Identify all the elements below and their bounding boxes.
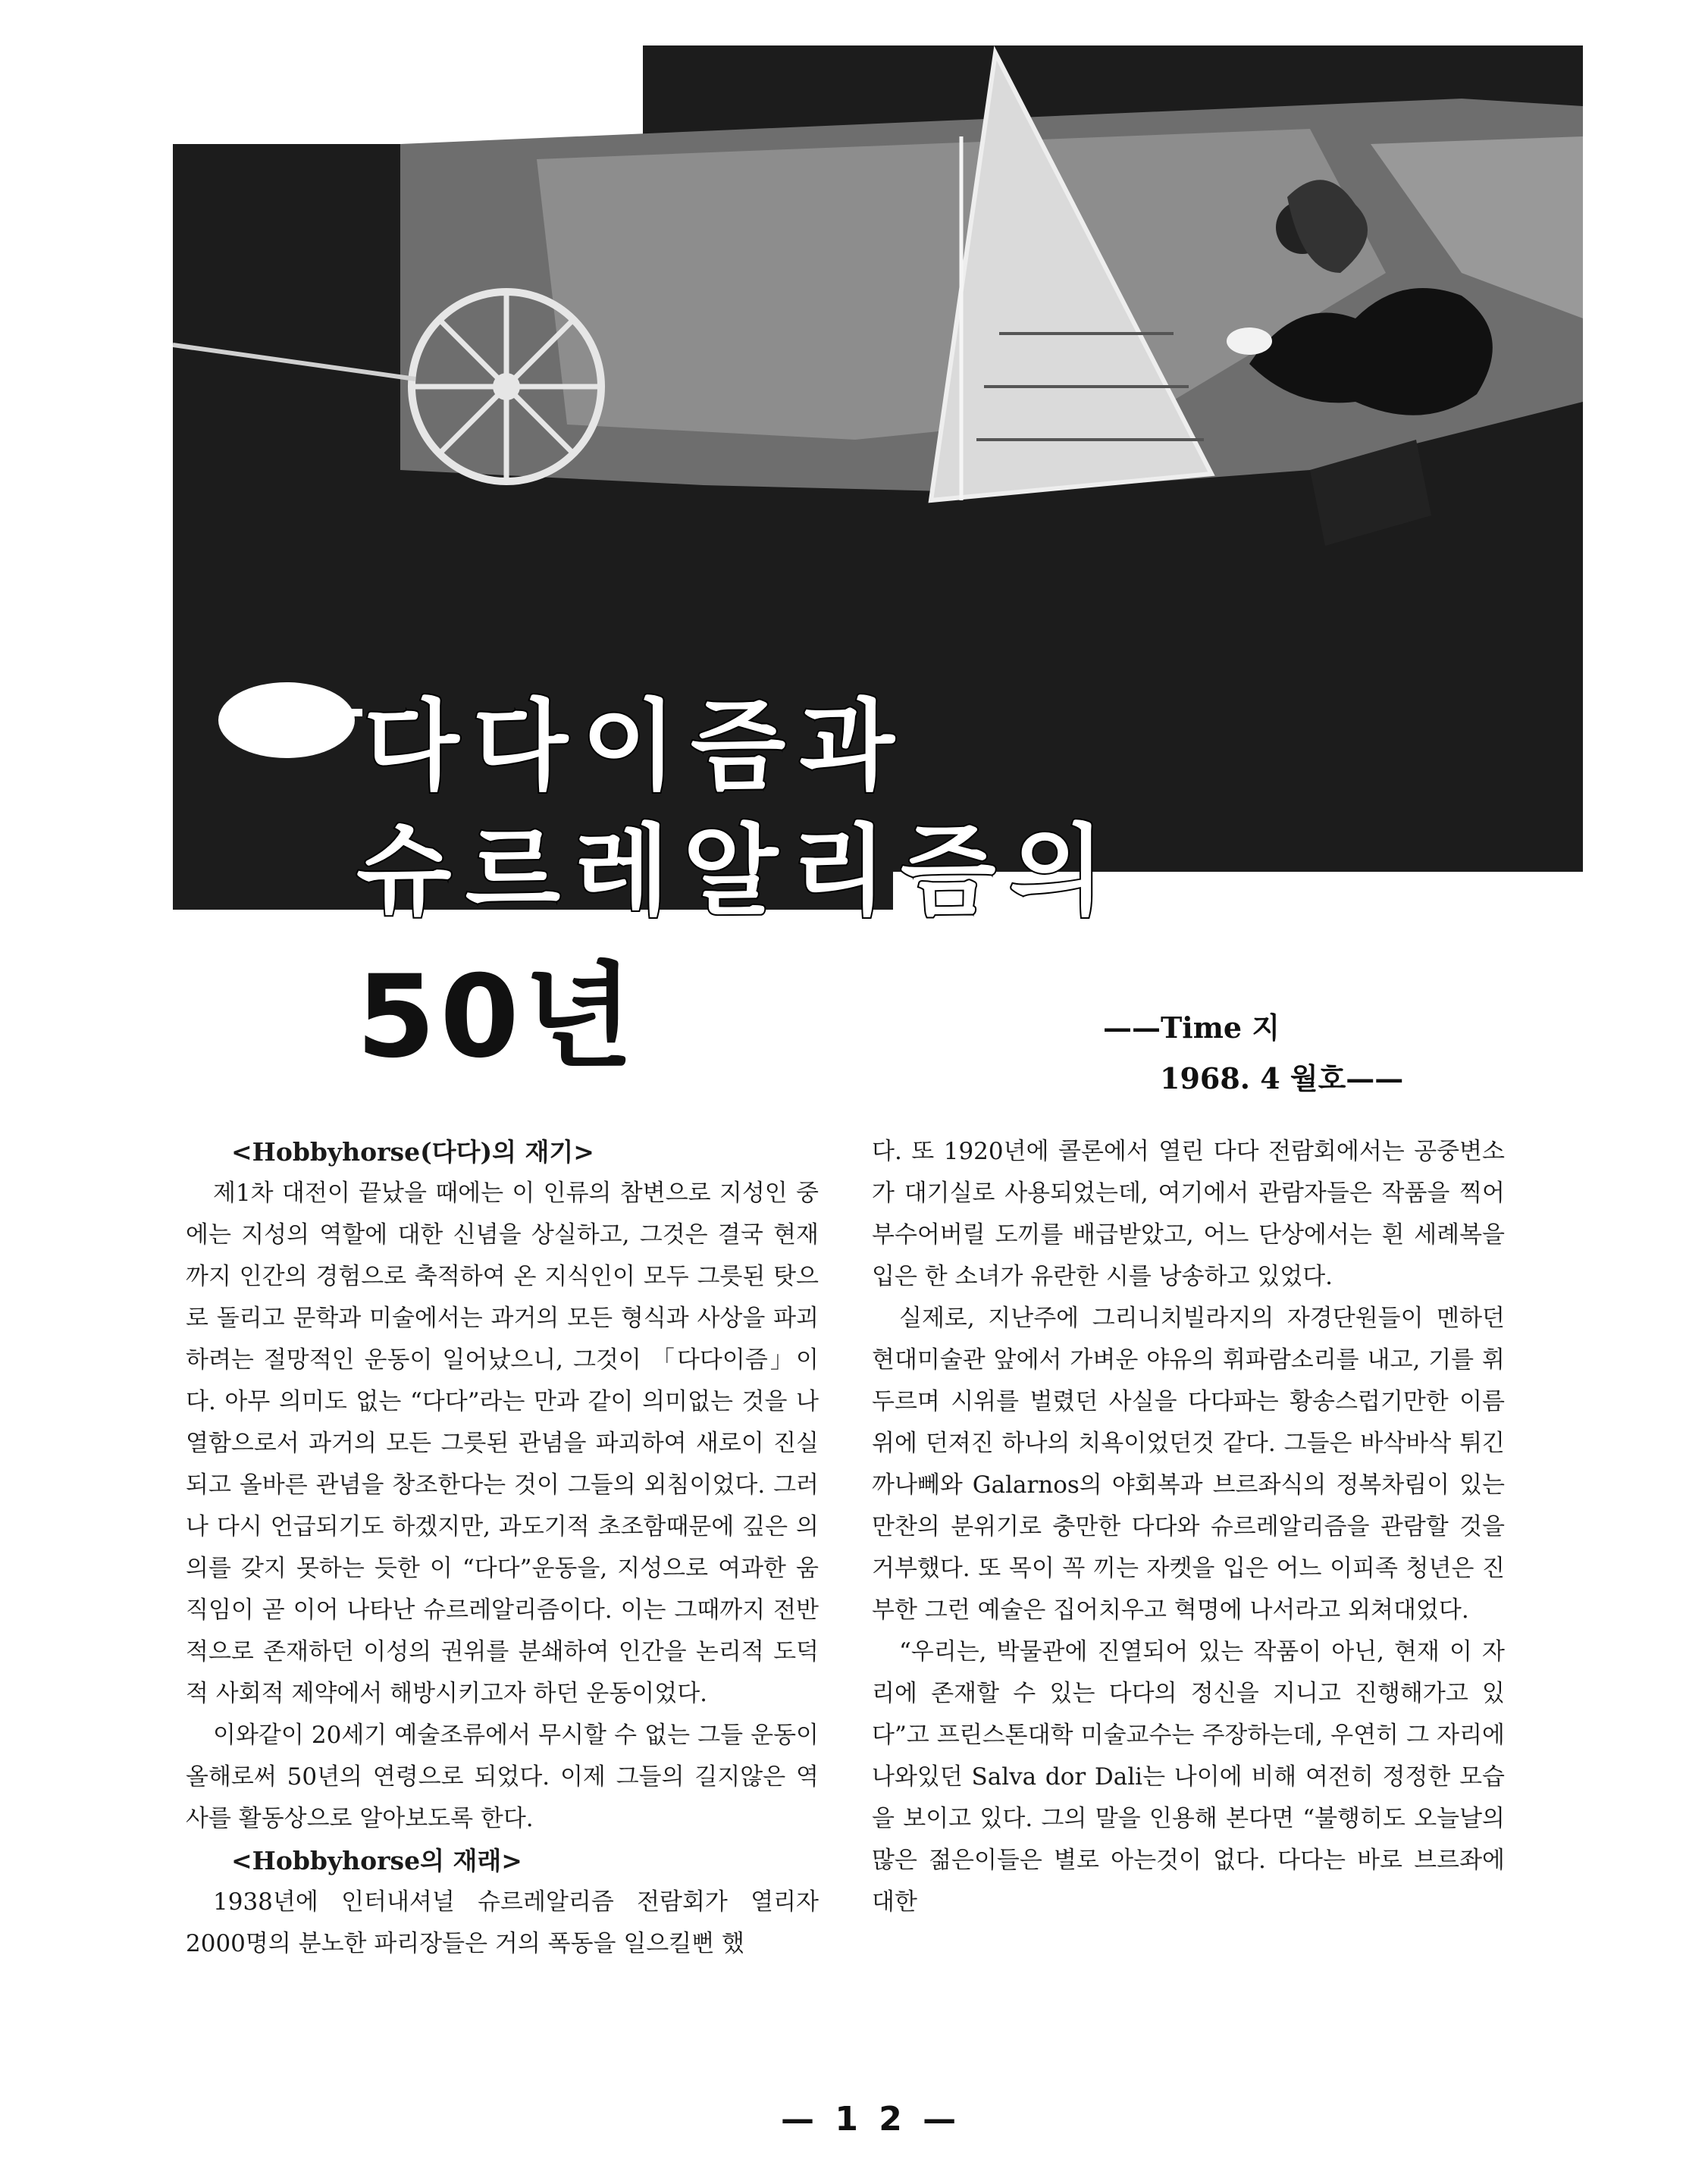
source-magazine: ——Time 지	[1103, 1011, 1280, 1045]
paragraph: 제1차 대전이 끝났을 때에는 이 인류의 참변으로 지성인 중에는 지성의 역할에 대한 신념을 상실하고, 그것은 결국 현재까지 인간의 경험으로 축적하여 온 지식인이 모두 그릇된 탓으로 돌리고 문학과 미술에서는 과거의 모든 형식과 사상을 파괴하려는 절망적인 운동이 일어났으니, 그것이 「다다이즘」이다. 아무 의미도 없는 “다다”라는 만과 같이 의미없는 것을 나열함으로서 과거의 모든 그릇된 관념을 파괴하여 새로이 진실되고 올바른 관념을 창조한다는 것이 그들의 외침이었다. 그러나 다시 언급되기도 하겠지만, 과도기적 초조함때문에 깊은 의의를 갖지 못하는 듯한 이 “다다”운동을, 지성으로 여과한 움직임이 곧 이어 나타난 슈르레알리즘이다. 이는 그때까지 전반적으로 존재하던 이성의 권위를 분쇄하여 인간을 논리적 도덕적 사회적 제약에서 해방시키고자 하던 운동이었다.	[186, 1180, 819, 1707]
subheading-revival: <Hobbyhorse(다다)의 재기>	[231, 1137, 594, 1167]
title-line-3: 50년	[356, 951, 638, 1083]
title-line-1: 다다이즘과	[364, 688, 908, 804]
paragraph: 이와같이 20세기 예술조류에서 무시할 수 없는 그들 운동이 올해로써 50년의 연령으로 되었다. 이제 그들의 길지않은 역사를 활동상으로 알아보도록 한다.	[186, 1722, 819, 1832]
paragraph: 1938년에 인터내셔널 슈르레알리즘 전람회가 열리자 2000명의 분노한 파리장들은 거의 폭동을 일으킬뻔 했	[186, 1888, 819, 1957]
paragraph: “우리는, 박물관에 진열되어 있는 작품이 아닌, 현재 이 자리에 존재할 수 있는 다다의 정신을 지니고 진행해가고 있다”고 프린스톤대학 미술교수는 주장하는데, 우연히 그 자리에 나와있던 Salva dor Dali는 나이에 비해 여전히 정정한 모습을 보이고 있다. 그의 말을 인용해 본다면 “불행히도 오늘날의 많은 젊은이들은 별로 아는것이 없다. 다다는 바로 브르좌에 대한	[872, 1638, 1505, 1916]
title-line-2: 슈르레알리즘의	[356, 813, 1119, 929]
paragraph-continuation: 다. 또 1920년에 콜론에서 열린 다다 전람회에서는 공중변소가 대기실로 사용되었는데, 여기에서 관람자들은 작품을 찍어 부수어버릴 도끼를 배급받았고, 어느 단상에서는 흰 세례복을 입은 한 소녀가 유란한 시를 낭송하고 있었다.	[872, 1138, 1505, 1290]
source-date: 1968. 4 월호——	[1160, 1061, 1404, 1095]
paragraph: 실제로, 지난주에 그리니치빌라지의 자경단원들이 멘하던 현대미술관 앞에서 가벼운 야유의 휘파람소리를 내고, 기를 휘두르며 시위를 벌렸던 사실을 다다파는 황송스럽기만한 이름 위에 던져진 하나의 치욕이었던것 같다. 그들은 바삭바삭 튀긴 까나뻬와 Galarnos의 야회복과 브르좌식의 정복차림이 있는 만찬의 분위기로 충만한 다다와 슈르레알리즘을 관람할 것을 거부했다. 또 목이 꼭 끼는 자켓을 입은 어느 이피족 청년은 진부한 그런 예술은 집어치우고 혁명에 나서라고 외쳐대었다.	[872, 1305, 1505, 1624]
right-column	[872, 1131, 1505, 1923]
page-number: — 1 2 —	[781, 2100, 961, 2139]
left-column	[186, 1131, 819, 1965]
subheading-return: <Hobbyhorse의 재래>	[231, 1846, 522, 1875]
